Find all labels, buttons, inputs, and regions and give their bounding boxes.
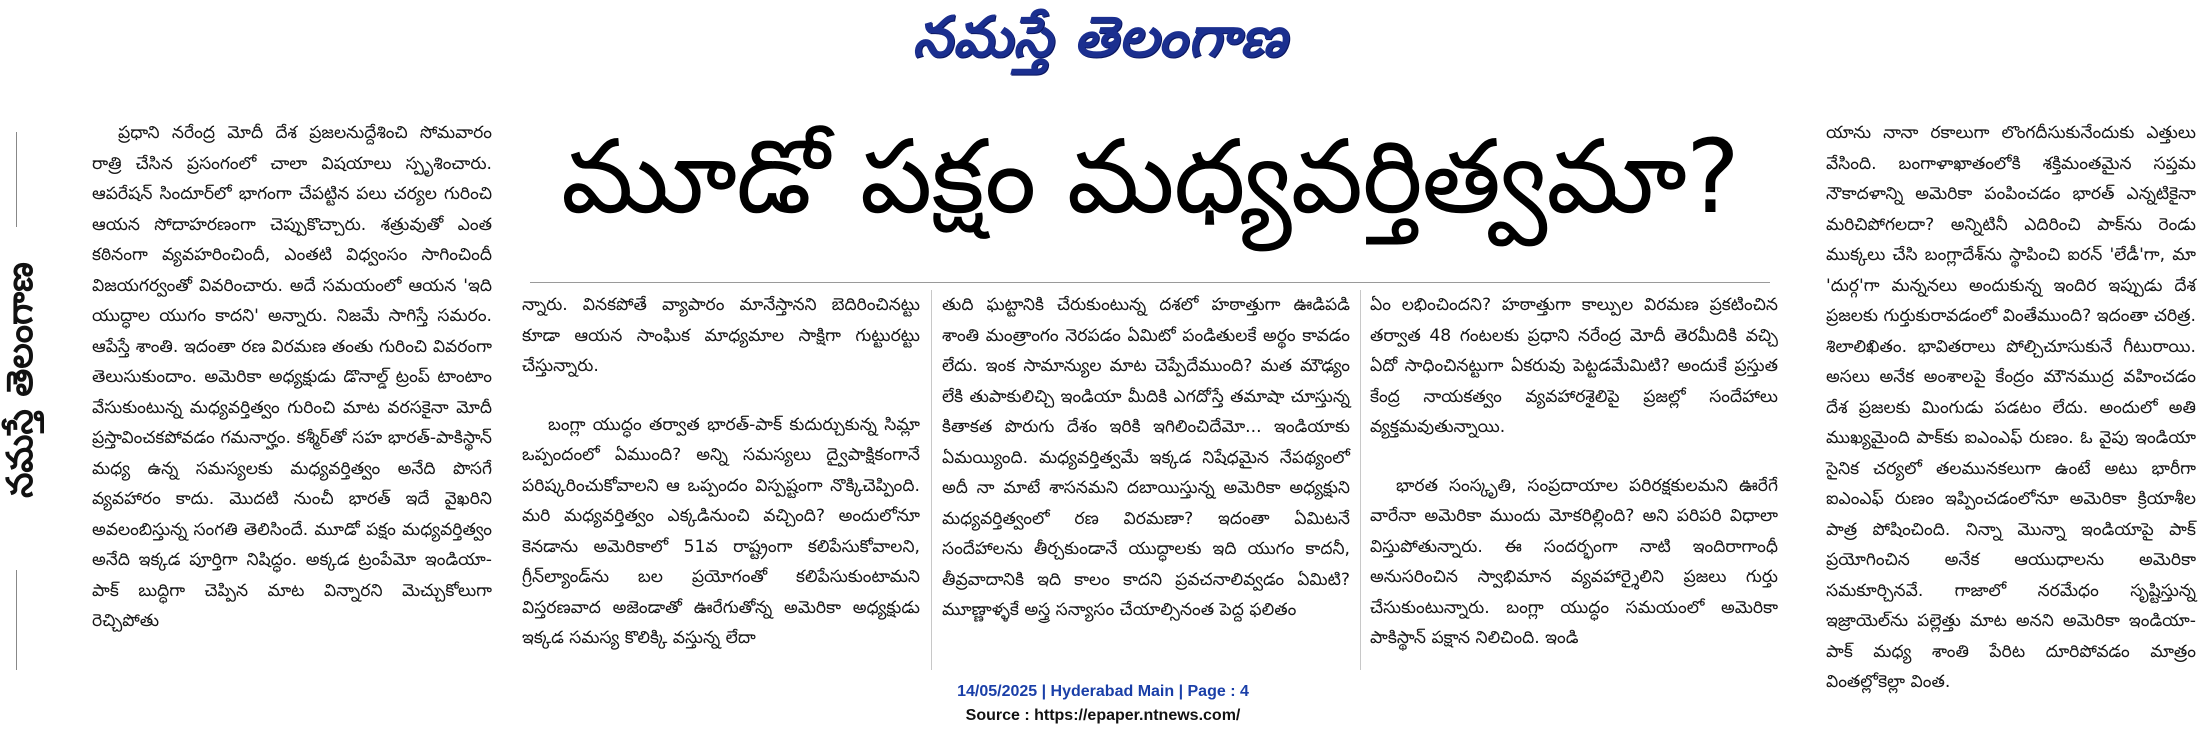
column-3-paragraph-1: తుది ఘట్టానికి చేరుకుంటున్న దశలో హఠాత్తుగా ఊడిపడి శాంతి మంత్రాంగం నెరపడం ఏమిటో పండితులకే అర్థం కావడం లేదు. ఇంక సామాన్యుల మాట చెప్పేదేముంది? మత మౌఢ్యం లేకి తుపాకులిచ్చి ఇండియా మీదికి ఎగదోస్తే తమాషా చూస్తున్న కితాకత పొరుగు దేశం ఇరికి ఇగిలించిదేమో... ఇండియాకు ఏమయ్యింది. మధ్యవర్తిత్వమే ఇక్కడ నిషేధమైన నేపథ్యంలో అదీ నా మాటే శాసనమని దబాయిస్తున్న అమెరికా అధ్యక్షుని మధ్యవర్తిత్వంలో రణ విరమణా? ఇదంతా ఏమిటనే సందేహాలను తీర్చకుండానే యుద్ధాలకు ఇది యుగం కాదనీ, తీవ్రవాదానికి ఇది కాలం కాదని ప్రవచనాలివ్వడం ఏమిటి? మూణ్ణాళ్ళకే అస్త్ర సన్యాసం చేయాల్సినంత పెద్ద ఫలితం	[942, 295, 1350, 620]
article-column-5	[1826, 118, 2196, 692]
column-4-paragraph-1: ఏం లభించిందని? హఠాత్తుగా కాల్పుల విరమణ ప్రకటించిన తర్వాత 48 గంటలకు ప్రధాని నరేంద్ర మోదీ తెరమీదికి వచ్చి ఏదో సాధించినట్టుగా ఏకరువు పెట్టడమేమిటి? అందుకే ప్రస్తుత కేంద్ర నాయకత్వం వ్యవహారశైలిపై ప్రజల్లో సందేహాలు వ్యక్తమవుతున్నాయి.	[1370, 295, 1778, 437]
footer-date-edition: 14/05/2025 | Hyderabad Main | Page : 4	[957, 683, 1249, 700]
column-2-paragraph-2: బంగ్లా యుద్ధం తర్వాత భారత్-పాక్ కుదుర్చుకున్న సిమ్లా ఒప్పందంలో ఏముంది? అన్ని సమస్యలు ద్వైపాక్షికంగానే పరిష్కరించుకోవాలని ఆ ఒప్పందం విస్పష్టంగా నొక్కిచెప్పింది. మరి మధ్యవర్తిత్వం ఎక్కడినుంచి వచ్చింది? అందులోనూ కెనడాను అమెరికాలో 51వ రాష్ట్రంగా కలిపేసుకోవాలని, గ్రీన్‌ల్యాండ్‌ను బల ప్రయోగంతో కలిపేసుకుంటామని విస్తరణవాద అజెండాతో ఊరేగుతోన్న అమెరికా అధ్యక్షుడు ఇక్కడ సమస్య కొలిక్కి వస్తున్న లేదా	[522, 414, 920, 648]
newspaper-masthead: నమస్తే తెలంగాణ	[912, 4, 1288, 70]
article-column-2	[522, 290, 920, 676]
column-1-paragraph-1: ప్రధాని నరేంద్ర మోదీ దేశ ప్రజలనుద్దేశించి సోమవారం రాత్రి చేసిన ప్రసంగంలో చాలా విషయాలు స్పృశించారు. ఆపరేషన్ సిందూర్‌లో భాగంగా చేపట్టిన పలు చర్యల గురించి ఆయన సోదాహరణంగా చెప్పుకొచ్చారు. శత్రువుతో ఎంత కఠినంగా వ్యవహరించిందీ, ఎంతటి విధ్వంసం సాగించిందీ విజయగర్వంతో వివరించారు. అదే సమయంలో ఆయన 'ఇది యుద్ధాల యుగం కాదని' అన్నారు. నిజమే సాగిస్తే సమరం. ఆపేస్తే శాంతి. ఇదంతా రణ విరమణ తంతు గురించి వివరంగా తెలుసుకుందాం. అమెరికా అధ్యక్షుడు డొనాల్డ్ ట్రంప్ టాంటాం వేసుకుంటున్న మధ్యవర్తిత్వం గురించి మాట వరసకైనా మోదీ ప్రస్తావించకపోవడం గమనార్హం. కశ్మీర్‌తో సహ భారత్-పాకిస్థాన్ మధ్య ఉన్న సమస్యలకు మధ్యవర్తిత్వం అనేది పొసగే వ్యవహారం కాదు. మొదటి నుంచీ భారత్ ఇదే వైఖరిని అవలంబిస్తున్న సంగతి తెలిసిందే. మూడో పక్షం మధ్యవర్తిత్వం అనేది ఇక్కడ పూర్తిగా నిషిద్ధం. అక్కడ ట్రంపేమో ఇండియా-పాక్ బుద్ధిగా చెప్పిన మాట విన్నారని మెచ్చుకోలుగా రెచ్చిపోతు	[92, 123, 492, 631]
footer-source-link[interactable]: Source : https://epaper.ntnews.com/	[965, 707, 1241, 724]
side-logo-text: నమస్తే తెలంగాణ	[0, 262, 41, 498]
headline-rule	[530, 282, 1770, 283]
article-column-4	[1370, 290, 1778, 676]
side-logo	[0, 120, 50, 640]
column-divider-2-3	[931, 290, 932, 670]
column-divider-3-4	[1360, 290, 1361, 670]
article-column-1	[92, 118, 492, 678]
article-headline: మూడో పక్షం మధ్యవర్తిత్వమా?	[560, 118, 1740, 237]
column-4-paragraph-2: భారత సంస్కృతి, సంప్రదాయాల పరిరక్షకులమని ఊరేగే వారేనా అమెరికా ముందు మోకరిల్లింది? అని పరిపరి విధాలా విస్తుపోతున్నారు. ఈ సందర్భంగా నాటి ఇందిరాగాంధీ అనుసరించిన స్వాభిమాన వ్యవహార్శైలిని ప్రజలు గుర్తు చేసుకుంటున్నారు. బంగ్లా యుద్ధం సమయంలో అమెరికా పాకిస్థాన్ పక్షాన నిలిచింది. ఇండి	[1370, 475, 1778, 648]
column-2-paragraph-1: న్నారు. వినకపోతే వ్యాపారం మానేస్తానని బెదిరించినట్టు కూడా ఆయన సాంఘిక మాధ్యమాల సాక్షిగా గుట్టురట్టు చేస్తున్నారు.	[522, 295, 920, 376]
article-column-3	[942, 290, 1350, 676]
side-rule-bottom	[16, 570, 17, 670]
column-5-paragraph-1: యాను నానా రకాలుగా లొంగదీసుకునేందుకు ఎత్తులు వేసింది. బంగాళాఖాతంలోకి శక్తిమంతమైన సప్తమ నౌకాదళాన్ని అమెరికా పంపించడం భారత్ ఎన్నటికైనా మరిచిపోగలదా? అన్నిటినీ ఎదిరించి పాక్‌ను రెండు ముక్కలు చేసి బంగ్లాదేశ్‌ను స్థాపించి ఐరన్ 'లేడీ'గా, మా 'దుర్గ'గా మన్ననలు అందుకున్న ఇందిర ఇప్పుడు దేశ ప్రజలకు గుర్తుకురావడంలో వింతేముంది? ఇదంతా చరిత్ర. శిలాలిఖితం. భావితరాలు పోల్చిచూసుకునే గీటురాయి. అసలు అనేక అంశాలపై కేంద్రం మౌనముద్ర వహించడం దేశ ప్రజలకు మింగుడు పడటం లేదు. అందులో అతి ముఖ్యమైంది పాక్‌కు ఐఎంఎఫ్ రుణం. ఓ వైపు ఇండియా సైనిక చర్యలో తలమునకలుగా ఉంటే అటు భారీగా ఐఎంఎఫ్ రుణం ఇప్పించడంలోనూ అమెరికా క్రియాశీల పాత్ర పోషించింది. నిన్నా మొన్నా ఇండియాపై పాక్ ప్రయోగించిన అనేక ఆయుధాలను అమెరికా సమకూర్చినవే. గాజాలో నరమేధం సృష్టిస్తున్న ఇజ్రాయెల్‌ను పల్లెత్తు మాట అనని అమెరికా ఇండియా-పాక్ మధ్య శాంతి పేరిట దూరిపోవడం మాత్రం వింతల్లోకెల్లా వింత.	[1826, 123, 2196, 692]
